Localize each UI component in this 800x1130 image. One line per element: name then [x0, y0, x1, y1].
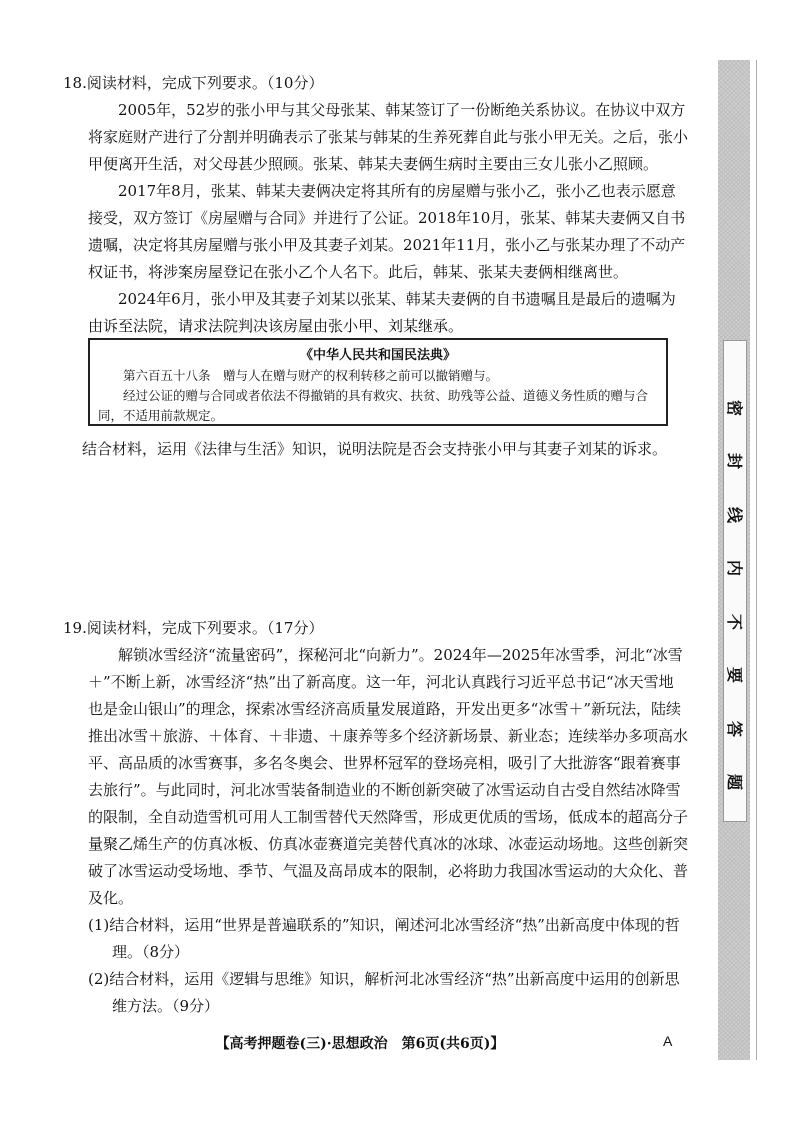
q18-paragraph-2: 2017年8月，张某、韩某夫妻俩决定将其所有的房屋赠与张小乙，张小乙也表示愿意接受，双方签订《房屋赠与合同》并进行了公证。2018年10月，张某、韩某夫妻俩又自书遗嘱，决定将其房屋赠与张小甲及其妻子刘某。2021年11月，张小乙与张某办理了不动产权证书，将涉案房屋登记在张小乙个人名下。此后，韩某、张某夫妻俩相继离世。: [88, 182, 686, 281]
seal-char: 线: [724, 506, 744, 523]
seal-char: 内: [724, 560, 744, 577]
seal-char: 密: [724, 399, 744, 417]
seal-char: 要: [724, 667, 744, 684]
seal-char: 不: [724, 613, 744, 630]
question-19-title: 19.阅读材料，完成下列要求。（17分）: [63, 619, 324, 637]
seal-notice: [723, 340, 745, 820]
q18-question: 结合材料，运用《法律与生活》知识，说明法院是否会支持张小甲与其妻子刘某的诉求。: [82, 440, 668, 458]
question-18: [63, 70, 689, 340]
civil-code-box: [88, 338, 668, 426]
seal-char: 答: [724, 720, 744, 737]
civil-code-article: 第六百五十八条 赠与人在赠与财产的权利转移之前可以撤销赠与。: [123, 368, 499, 383]
binding-line: [756, 60, 757, 1060]
q19-sub-1: (1)结合材料，运用“世界是普遍联系的”知识，阐述河北冰雪经济“热”出新高度中体现的哲理。（8分）: [88, 916, 680, 961]
page-footer: 【高考押题卷(三)·思想政治 第6页(共6页)】: [215, 1036, 505, 1052]
paper-version-mark: A: [663, 1033, 673, 1049]
seal-char: 题: [724, 773, 744, 790]
question-18-prompt: [82, 436, 682, 463]
civil-code-title: 《中华人民共和国民法典》: [299, 348, 456, 363]
seal-char: 封: [724, 453, 744, 470]
q19-paragraph: 解锁冰雪经济“流量密码”，探秘河北“向新力”。2024年—2025年冰雪季，河北“冰雪＋”不断上新，冰雪经济“热”出了新高度。这一年，河北认真践行习近平总书记“冰天雪地也是金山银山”的理念，探索冰雪经济高质量发展道路，开发出更多“冰雪＋”新玩法，陆续推出冰雪＋旅游、＋体育、＋非遗、＋康养等多个经济新场景、新业态；连续举办多项高水平、高品质的冰雪赛事，多名冬奥会、世界杯冠军的登场亮相，吸引了大批游客“跟着赛事去旅行”。与此同时，河北冰雪装备制造业的不断创新突破了冰雪运动自古受自然结冰降雪的限制，全自动造雪机可用人工制雪替代天然降雪，形成更优质的雪场，低成本的超高分子量聚乙烯生产的仿真冰板、仿真冰壶赛道完美替代真冰的冰球、冰壶运动场地。这些创新突破了冰雪运动受场地、季节、气温及高昂成本的限制，必将助力我国冰雪运动的大众化、普及化。: [88, 646, 689, 907]
q18-paragraph-1: 2005年，52岁的张小甲与其父母张某、韩某签订了一份断绝关系协议。在协议中双方将家庭财产进行了分割并明确表示了张某与韩某的生养死葬自此与张小甲无关。之后，张小甲便离开生活，对父母甚少照顾。张某、韩某夫妻俩生病时主要由三女儿张小乙照顾。: [88, 101, 689, 173]
question-19: [63, 615, 689, 1020]
q19-sub-2: (2)结合材料，运用《逻辑与思维》知识，解析河北冰雪经济“热”出新高度中运用的创新思维方法。（9分）: [88, 970, 680, 1015]
civil-code-text: 经过公证的赠与合同或者依法不得撤销的具有救灾、扶贫、助残等公益、道德义务性质的赠与合同，不适用前款规定。: [98, 388, 649, 423]
q18-paragraph-3: 2024年6月，张小甲及其妻子刘某以张某、韩某夫妻俩的自书遗嘱且是最后的遗嘱为由诉至法院，请求法院判决该房屋由张小甲、刘某继承。: [88, 290, 676, 335]
question-18-title: 18.阅读材料，完成下列要求。（10分）: [63, 74, 324, 92]
